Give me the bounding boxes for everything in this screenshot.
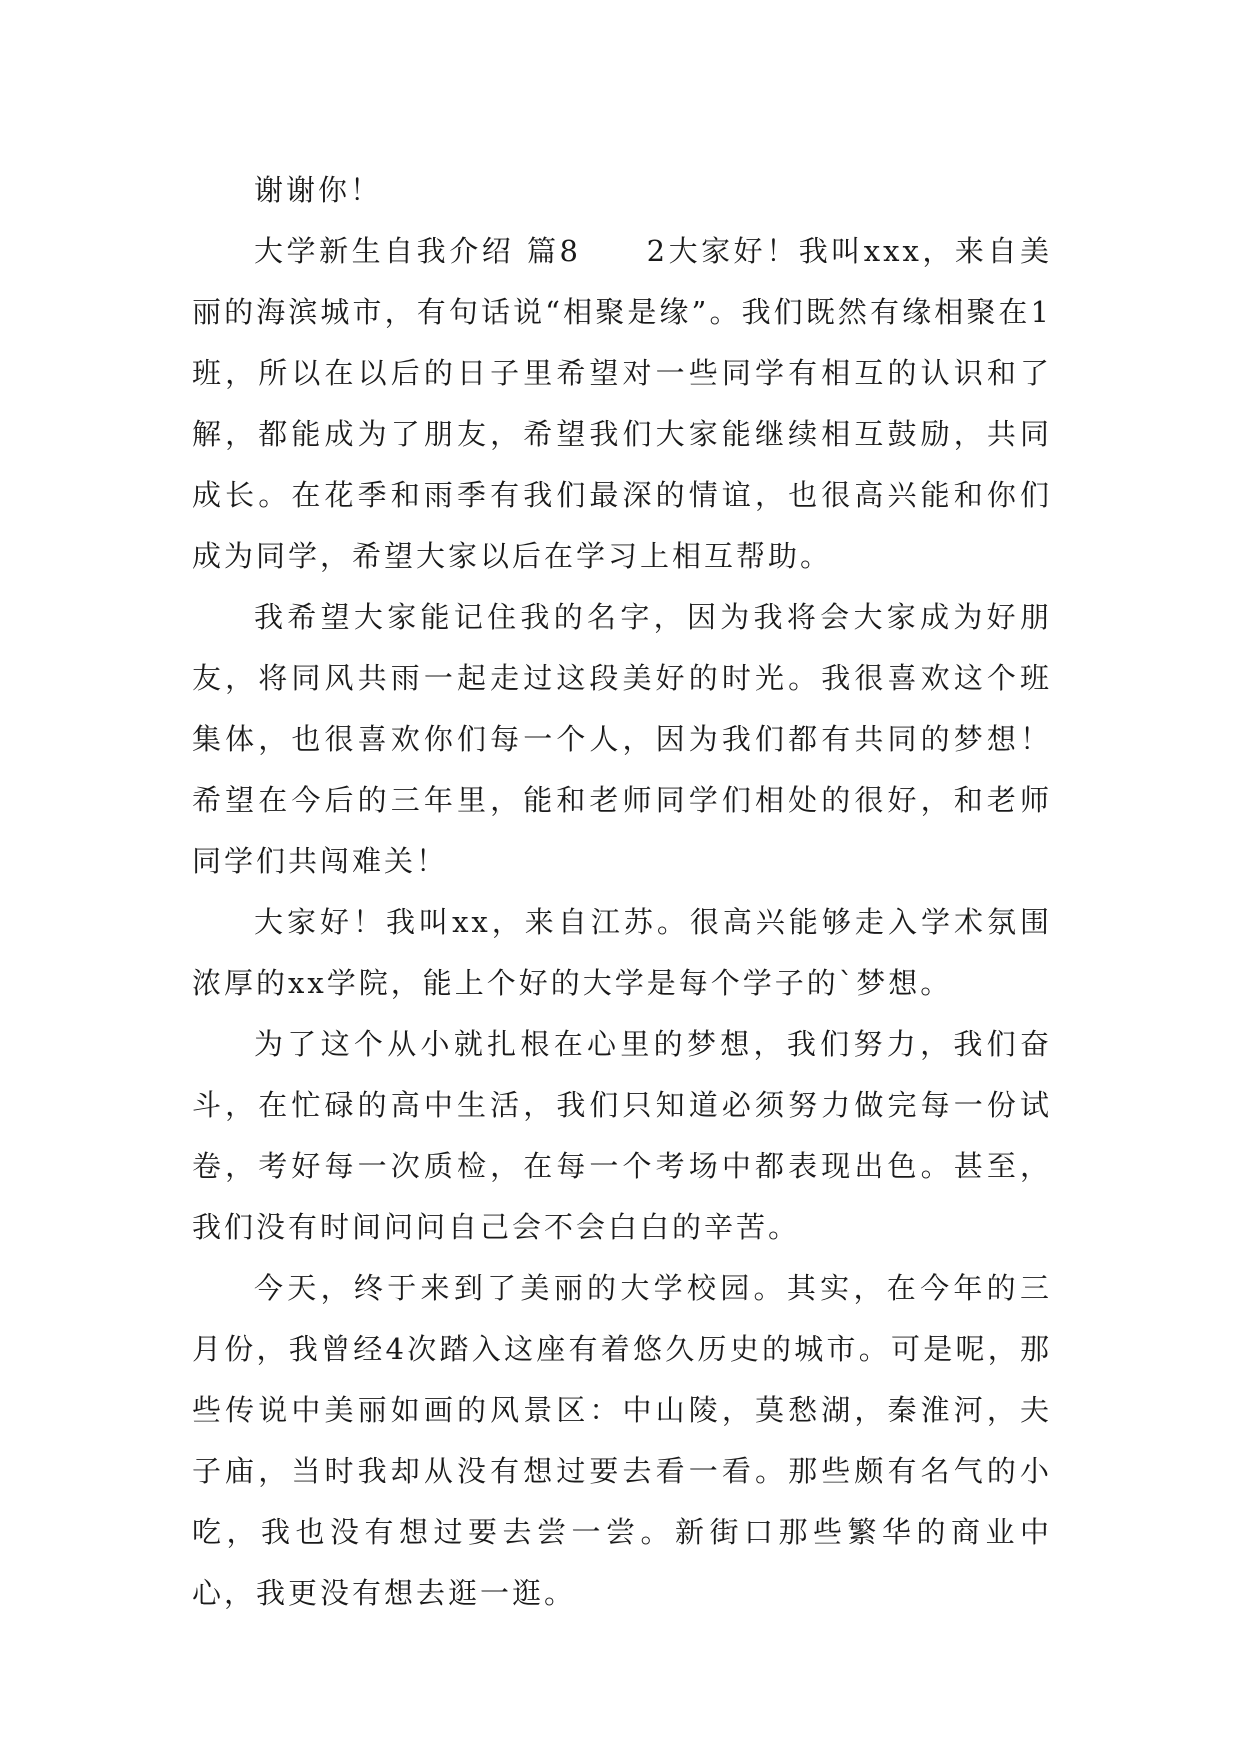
- paragraph-dream: 为了这个从小就扎根在心里的梦想，我们努力，我们奋斗，在忙碌的高中生活，我们只知道必须努力做完每一份试卷，考好每一次质检，在每一个考场中都表现出色。甚至，我们没有时间问问自己会不会白白的辛苦。: [192, 1027, 1052, 1244]
- document-body: [192, 160, 1052, 1624]
- paragraph-campus: 今天，终于来到了美丽的大学校园。其实，在今年的三月份，我曾经4次踏入这座有着悠久历史的城市。可是呢，那些传说中美丽如画的风景区：中山陵，莫愁湖，秦淮河，夫子庙，当时我却从没有想过要去看一看。那些颇有名气的小吃，我也没有想过要去尝一尝。新街口那些繁华的商业中心，我更没有想去逛一逛。: [192, 1271, 1052, 1610]
- paragraph-introduction-8: 大学新生自我介绍 篇8 2大家好！我叫xxx，来自美丽的海滨城市，有句话说“相聚是缘”。我们既然有缘相聚在1班，所以在以后的日子里希望对一些同学有相互的认识和了解，都能成为了朋友，希望我们大家能继续相互鼓励，共同成长。在花季和雨季有我们最深的情谊，也很高兴能和你们成为同学，希望大家以后在学习上相互帮助。: [192, 234, 1052, 573]
- paragraph-jiangsu-intro: 大家好！我叫xx，来自江苏。很高兴能够走入学术氛围浓厚的xx学院，能上个好的大学是每个学子的`梦想。: [192, 905, 1052, 1000]
- paragraph-thanks: 谢谢你！: [254, 173, 383, 207]
- paragraph-remember-name: 我希望大家能记住我的名字，因为我将会大家成为好朋友，将同风共雨一起走过这段美好的时光。我很喜欢这个班集体，也很喜欢你们每一个人，因为我们都有共同的梦想！希望在今后的三年里，能和老师同学们相处的很好，和老师同学们共闯难关！: [192, 600, 1052, 878]
